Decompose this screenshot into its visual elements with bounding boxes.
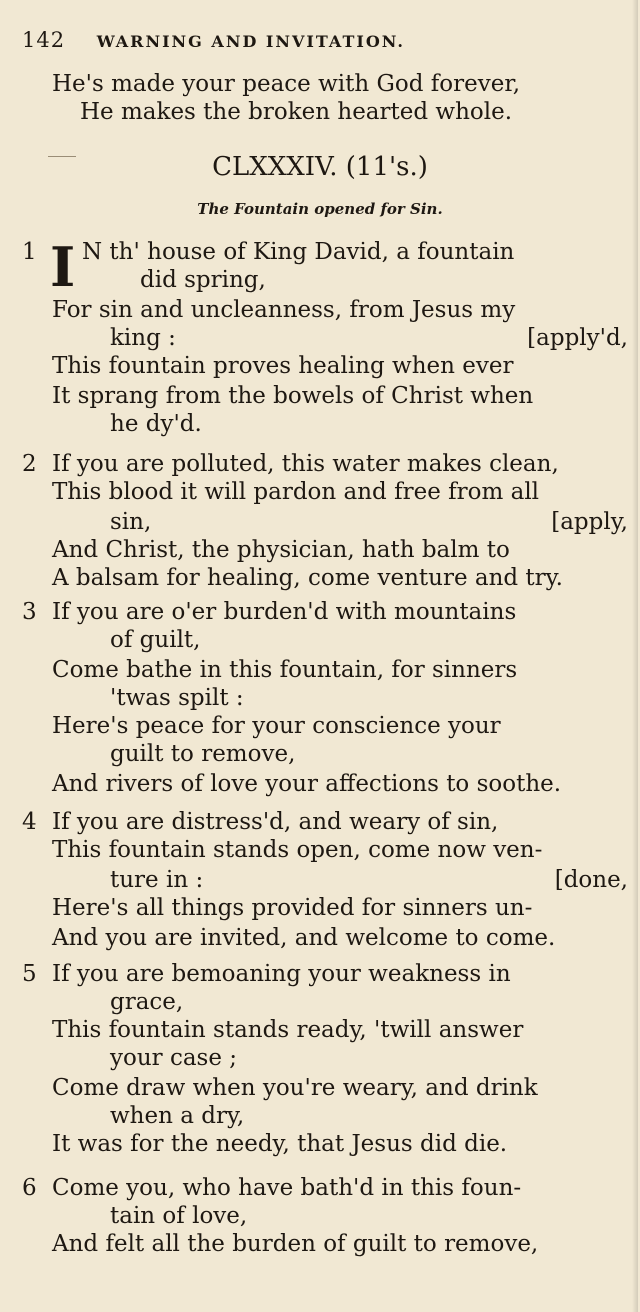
verse-line: If you are polluted, this water makes clean, (52, 451, 559, 477)
verse-line: And Christ, the physician, hath balm to (52, 537, 510, 563)
continuation-line-1: He's made your peace with God forever, (52, 71, 521, 97)
hymn-title: CLXXXIV. (11's.) (212, 152, 428, 182)
verse-line: It was for the needy, that Jesus did die. (52, 1131, 508, 1157)
verse-line: sin, (110, 509, 152, 535)
verse-line: This fountain proves healing when ever (52, 353, 514, 379)
verse-number: 6 (22, 1175, 37, 1201)
verse-line-carryover: [apply'd, (527, 325, 628, 351)
verse-line: And you are invited, and welcome to come. (52, 925, 556, 951)
verse-line: Come you, who have bath'd in this foun- (52, 1175, 522, 1201)
verse-line: This fountain stands ready, 'twill answer (52, 1017, 524, 1043)
verse-line-carryover: [apply, (551, 509, 628, 535)
verse-line: This blood it will pardon and free from all (52, 479, 540, 505)
drop-cap: I (50, 235, 76, 299)
verse-number: 2 (22, 451, 37, 477)
verse-line: For sin and uncleanness, from Jesus my (52, 297, 516, 323)
verse-line: Here's peace for your conscience your (52, 713, 501, 739)
verse-line: If you are distress'd, and weary of sin, (52, 809, 499, 835)
verse-line: If you are bemoaning your weakness in (52, 961, 511, 987)
verse-line: Come draw when you're weary, and drink (52, 1075, 538, 1101)
verse-line-carryover: [done, (554, 867, 628, 893)
hymn-subtitle: The Fountain opened for Sin. (197, 200, 443, 218)
verse-line: Come bathe in this fountain, for sinners (52, 657, 518, 683)
verse-line: did spring, (140, 267, 266, 293)
verse-line: tain of love, (110, 1203, 248, 1229)
verse-line: guilt to remove, (110, 741, 296, 767)
verse-line: A balsam for healing, come venture and try. (52, 565, 563, 591)
verse-number: 4 (22, 809, 37, 835)
verse-line: he dy'd. (110, 411, 202, 437)
running-title: WARNING AND INVITATION. (96, 32, 405, 51)
verse-line: And felt all the burden of guilt to remove, (52, 1231, 539, 1257)
verse-line: And rivers of love your affections to soothe. (52, 771, 562, 797)
verse-number: 5 (22, 961, 37, 987)
verse-line: If you are o'er burden'd with mountains (52, 599, 517, 625)
page-header (22, 26, 405, 56)
verse-line: 'twas spilt : (110, 685, 244, 711)
verse-line: grace, (110, 989, 184, 1015)
verse-number: 3 (22, 599, 37, 625)
continuation-line-2: He makes the broken hearted whole. (80, 99, 513, 125)
verse-line: Here's all things provided for sinners un- (52, 895, 533, 921)
verse-line: It sprang from the bowels of Christ when (52, 383, 534, 409)
verse-line: This fountain stands open, come now ven- (52, 837, 543, 863)
verse-line: king : (110, 325, 176, 351)
verse-line: of guilt, (110, 627, 201, 653)
page-edge-shadow (632, 0, 638, 1312)
verse-line: N th' house of King David, a fountain (82, 239, 515, 265)
verse-number: 1 (22, 239, 37, 265)
verse-line: when a dry, (110, 1103, 245, 1129)
page-number: 142 (22, 28, 66, 52)
verse-line: your case ; (110, 1045, 238, 1071)
verse-line: ture in : (110, 867, 204, 893)
